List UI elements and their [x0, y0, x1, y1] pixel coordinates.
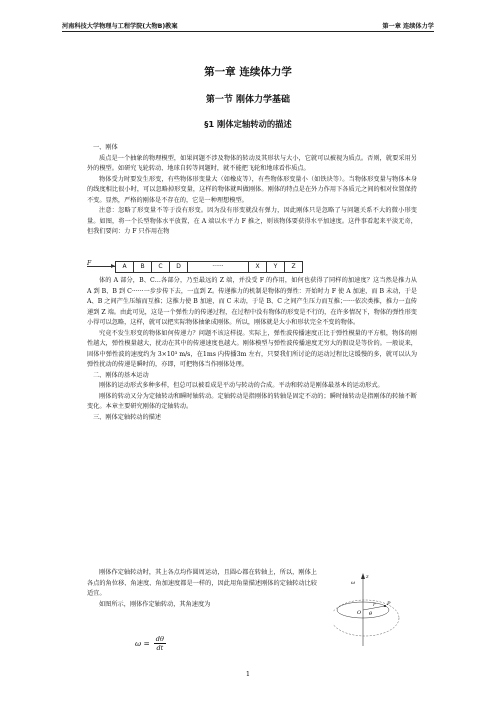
paragraph: 如图所示，刚体作定轴转动，其角速度为	[99, 600, 211, 608]
radius-label-r: r	[373, 602, 376, 608]
rod-segment: Y	[267, 262, 285, 272]
rod-segment: B	[134, 262, 152, 272]
point-label-p: P	[387, 601, 391, 607]
paragraph: 物体受力时要发生形变，有些物体形变量大（如橡皮等），有些物体形变量小（如铁块等）。当物体形变量与物体本身的线度相比很小时，可以忽略掉形变量，这样的物体就叫做刚体。刚体的特点是在外力作用下各质元之间的相对位置保持不变。显然，严格的刚体是不存在的，它是一种理想模型。	[87, 175, 417, 204]
subheading: 二、刚体的基本运动	[93, 371, 149, 379]
formula-denominator: dt	[156, 644, 164, 652]
axis-label-omega: ω	[351, 580, 356, 586]
paragraph: 刚体作定轴转动时，其上各点均作圆周运动，且圆心都在转轴上，所以，刚体上各点的角位移、角速度、角加速度都是一样的，因此用角量描述刚体的定轴转动比较适宜。	[87, 569, 317, 597]
body-block-rotation	[87, 568, 317, 610]
point-p-dot	[384, 605, 386, 607]
formula-lhs: ω =	[135, 639, 150, 648]
rod-segment: A	[116, 262, 134, 272]
title-block	[0, 64, 496, 130]
rod-segment: ······	[188, 262, 249, 272]
subheading: 一、刚体	[93, 144, 118, 151]
rotation-axis-figure	[333, 570, 417, 650]
paragraph: 体的 A 部分，B、C…各部分，乃至最远的 Z 端，并没受 F 的作用，如何也获得了同样的加速度？这当然是推力从 A 到 B、B 到 C······一步步传下去，一直到 Z。传递推力的机制是物体的弹性：开始时力 F 使 A 加速，而 B 未动，于是 A、B 之间产生压缩而互推；这推力使 B 加速，而 C 未动，于是 B、C 之间产生压力而互推；······依次类推，推力一直传递到 Z 端。由此可见，这是一个弹性力的传递过程，在过程中没有物体的形变是不行的，在许多情况下，物体的弹性形变小得可以忽略，这样，就可以把实际物体抽象成刚体。所以，刚体就是大小和形状完全不变的物体。	[87, 277, 417, 326]
paragraph: 注意：忽略了形变量不等于没有形变。因为没有形变就没有弹力，因此刚体只是忽略了与问题关系不大的微小形变量。如图，将一个长型物体水平放置，在 A 端以水平力 F 推之，则该物体要获得水平加速度。这件事看起来平淡无奇，但我们要问：力 F 只作用在物	[87, 207, 417, 235]
rod-segment: D	[170, 262, 188, 272]
axis-label-z: z	[366, 574, 369, 580]
body-block-main	[87, 276, 417, 423]
header-left-text: 河南科技大学物理与工程学院(大物B)教案	[62, 23, 178, 30]
paragraph: 究竟不发生形变的物体如何传递力？问题不该这样提。实际上，弹性波传播速度正比于弹性模量的平方根，物体的刚性越大，弹性模量越大，扰动在其中的传递速度也越大。刚体模型与弹性波传播速度无穷大的假设是等价的。一般说来，固体中弹性波的速度约为 3×10³ m/s，在1ms 内传播3m 左右，只要我们所讨论的运动过程比这缓慢的多，就可以认为弹性扰动的传递是瞬时的，亦即，可把物体当作刚体处理。	[87, 329, 417, 368]
chapter-title: 第一章 连续体力学	[204, 66, 292, 78]
rod-segment: X	[249, 262, 267, 272]
angular-velocity-formula	[135, 635, 166, 652]
subsection-title: §1 刚体定轴转动的描述	[204, 119, 292, 129]
formula-fraction	[154, 635, 166, 652]
force-label: F	[87, 260, 92, 267]
axis-arrow-icon	[361, 573, 365, 579]
subheading: 三、刚体定轴转动的描述	[93, 413, 162, 421]
push-rod-figure	[87, 259, 417, 275]
paragraph: 刚体的运动形式多种多样，但总可以被看成是平动与转动的合成。平动和转动是刚体最基本的运动形式。	[99, 382, 384, 389]
page-header	[62, 18, 434, 32]
rod-segment: Z	[291, 263, 296, 270]
formula-numerator: dθ	[155, 635, 164, 643]
section-title: 第一节 刚体力学基础	[205, 95, 291, 105]
origin-label-o: O	[357, 610, 362, 616]
angle-label-theta: θ	[369, 611, 373, 617]
paragraph: 刚体的转动又分为定轴转动和瞬时轴转动。定轴转动是指刚体的转轴是固定不动的；瞬时轴转动是指刚体的转轴不断变化。本章主要研究刚体的定轴转动。	[87, 392, 417, 410]
page-number: 1	[245, 670, 251, 678]
header-right-text: 第一章 连续体力学	[382, 23, 434, 30]
body-block-intro	[87, 143, 417, 238]
rod-segments	[115, 261, 303, 273]
rod-segment: C	[152, 262, 170, 272]
paragraph: 质点是一个抽象的物理模型，如果问题不涉及物体的转动及其形状与大小，它就可以被视为质点。否则，就要采用另外的模型。如研究飞轮转动、地球自转等问题时，就不能把飞轮和地球看作质点。	[87, 154, 417, 172]
